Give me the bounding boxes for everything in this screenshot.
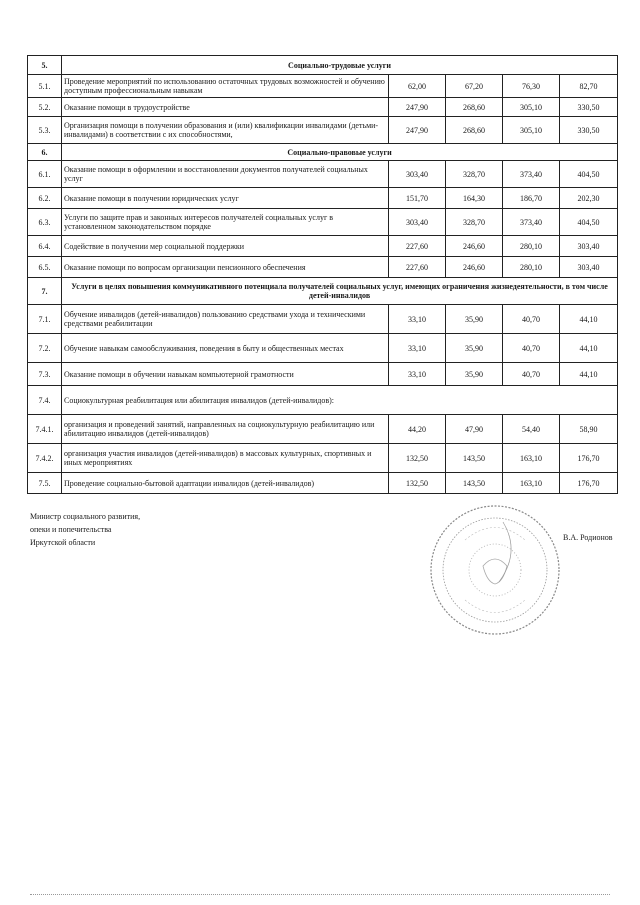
section-title: Социально-трудовые услуги xyxy=(62,56,618,75)
price-cell: 303,40 xyxy=(560,236,618,257)
signatory-position-line: опеки и попечительства xyxy=(30,525,112,534)
row-number: 5.3. xyxy=(28,117,62,144)
table-row xyxy=(28,305,618,334)
price-cell: 328,70 xyxy=(446,161,503,188)
service-name: Содействие в получении мер социальной поддержки xyxy=(62,236,389,257)
price-cell: 40,70 xyxy=(503,305,560,334)
service-name: Оказание помощи в оформлении и восстановлении документов получателей социальных услуг xyxy=(62,161,389,188)
price-cell: 303,40 xyxy=(560,257,618,278)
service-name: Проведение социально-бытовой адаптации инвалидов (детей-инвалидов) xyxy=(62,473,389,494)
table-row xyxy=(28,415,618,444)
table-row xyxy=(28,188,618,209)
price-cell: 33,10 xyxy=(389,334,446,363)
section-number: 6. xyxy=(28,144,62,161)
service-name: Проведение мероприятий по использованию остаточных трудовых возможностей и обучению доступным профессиональным навыкам xyxy=(62,75,389,98)
row-number: 6.5. xyxy=(28,257,62,278)
row-number: 7.4. xyxy=(28,386,62,415)
price-cell: 33,10 xyxy=(389,305,446,334)
price-cell: 305,10 xyxy=(503,117,560,144)
official-seal-stamp xyxy=(425,500,565,640)
price-cell: 280,10 xyxy=(503,236,560,257)
table-row xyxy=(28,98,618,117)
table-row xyxy=(28,363,618,386)
row-number: 7.1. xyxy=(28,305,62,334)
row-number: 6.3. xyxy=(28,209,62,236)
service-name: Оказание помощи в обучении навыкам компьютерной грамотности xyxy=(62,363,389,386)
table-row xyxy=(28,257,618,278)
row-number: 7.4.1. xyxy=(28,415,62,444)
row-number: 7.2. xyxy=(28,334,62,363)
price-cell: 163,10 xyxy=(503,473,560,494)
table-row xyxy=(28,444,618,473)
signatory-position-line: Иркутской области xyxy=(30,538,96,547)
price-cell: 76,30 xyxy=(503,75,560,98)
price-cell: 143,50 xyxy=(446,444,503,473)
table-row xyxy=(28,236,618,257)
price-cell: 246,60 xyxy=(446,257,503,278)
section-number: 5. xyxy=(28,56,62,75)
service-name: Оказание помощи по вопросам организации пенсионного обеспечения xyxy=(62,257,389,278)
service-name: Обучение навыкам самообслуживания, поведения в быту и общественных местах xyxy=(62,334,389,363)
signatory-name: В.А. Родионов xyxy=(563,533,613,542)
page-bottom-divider xyxy=(30,894,610,895)
table-row xyxy=(28,117,618,144)
price-cell: 62,00 xyxy=(389,75,446,98)
price-cell: 35,90 xyxy=(446,334,503,363)
price-cell: 330,50 xyxy=(560,117,618,144)
price-cell: 268,60 xyxy=(446,117,503,144)
row-number: 7.4.2. xyxy=(28,444,62,473)
price-cell: 268,60 xyxy=(446,98,503,117)
signatory-position-line: Министр социального развития, xyxy=(30,512,141,521)
price-cell: 280,10 xyxy=(503,257,560,278)
row-number: 6.2. xyxy=(28,188,62,209)
section-header-row xyxy=(28,144,618,161)
section-title: Услуги в целях повышения коммуникативного потенциала получателей социальных услуг, имеющих ограничения жизнедеятельности, в том числе детей-инвалидов xyxy=(62,278,618,305)
table-row xyxy=(28,386,618,415)
price-cell: 33,10 xyxy=(389,363,446,386)
row-number: 7.3. xyxy=(28,363,62,386)
price-cell: 151,70 xyxy=(389,188,446,209)
row-number: 5.2. xyxy=(28,98,62,117)
service-name: организация участия инвалидов (детей-инвалидов) в массовых культурных, спортивных и иных мероприятиях xyxy=(62,444,389,473)
table-row xyxy=(28,473,618,494)
price-cell: 247,90 xyxy=(389,98,446,117)
price-cell: 328,70 xyxy=(446,209,503,236)
section-header-row xyxy=(28,278,618,305)
row-number: 6.1. xyxy=(28,161,62,188)
price-cell: 35,90 xyxy=(446,363,503,386)
price-cell: 82,70 xyxy=(560,75,618,98)
price-cell: 186,70 xyxy=(503,188,560,209)
service-name: Оказание помощи в трудоустройстве xyxy=(62,98,389,117)
service-name: организация и проведений занятий, направленных на социокультурную реабилитацию или абилитацию инвалидов (детей-инвалидов) xyxy=(62,415,389,444)
price-cell: 246,60 xyxy=(446,236,503,257)
price-cell: 227,60 xyxy=(389,236,446,257)
table-row xyxy=(28,334,618,363)
price-cell: 176,70 xyxy=(560,473,618,494)
table-row xyxy=(28,161,618,188)
price-cell: 373,40 xyxy=(503,161,560,188)
price-cell: 305,10 xyxy=(503,98,560,117)
price-cell: 132,50 xyxy=(389,473,446,494)
service-name: Социокультурная реабилитация или абилитация инвалидов (детей-инвалидов): xyxy=(62,386,618,415)
price-cell: 373,40 xyxy=(503,209,560,236)
signatory-position xyxy=(30,510,140,549)
section-title: Социально-правовые услуги xyxy=(62,144,618,161)
price-cell: 40,70 xyxy=(503,334,560,363)
service-name: Оказание помощи в получении юридических услуг xyxy=(62,188,389,209)
service-name: Обучение инвалидов (детей-инвалидов) пользованию средствами ухода и техническими средствами реабилитации xyxy=(62,305,389,334)
price-cell: 54,40 xyxy=(503,415,560,444)
price-cell: 303,40 xyxy=(389,209,446,236)
section-number: 7. xyxy=(28,278,62,305)
price-cell: 164,30 xyxy=(446,188,503,209)
price-cell: 40,70 xyxy=(503,363,560,386)
row-number: 5.1. xyxy=(28,75,62,98)
price-cell: 143,50 xyxy=(446,473,503,494)
price-cell: 47,90 xyxy=(446,415,503,444)
price-cell: 44,10 xyxy=(560,334,618,363)
services-price-table xyxy=(27,55,618,494)
price-cell: 163,10 xyxy=(503,444,560,473)
table-row xyxy=(28,75,618,98)
service-name: Услуги по защите прав и законных интересов получателей социальных услуг в установленном законодательством порядке xyxy=(62,209,389,236)
table-row xyxy=(28,209,618,236)
price-cell: 35,90 xyxy=(446,305,503,334)
section-header-row xyxy=(28,56,618,75)
price-cell: 44,10 xyxy=(560,305,618,334)
price-cell: 404,50 xyxy=(560,161,618,188)
row-number: 6.4. xyxy=(28,236,62,257)
price-cell: 67,20 xyxy=(446,75,503,98)
price-cell: 132,50 xyxy=(389,444,446,473)
price-cell: 202,30 xyxy=(560,188,618,209)
price-cell: 247,90 xyxy=(389,117,446,144)
price-cell: 44,20 xyxy=(389,415,446,444)
price-cell: 227,60 xyxy=(389,257,446,278)
price-cell: 330,50 xyxy=(560,98,618,117)
service-name: Организация помощи в получении образования и (или) квалификации инвалидами (детьми-инвалидами) в соответствии с их способностями, xyxy=(62,117,389,144)
price-cell: 176,70 xyxy=(560,444,618,473)
price-cell: 44,10 xyxy=(560,363,618,386)
row-number: 7.5. xyxy=(28,473,62,494)
price-cell: 404,50 xyxy=(560,209,618,236)
price-cell: 58,90 xyxy=(560,415,618,444)
price-cell: 303,40 xyxy=(389,161,446,188)
